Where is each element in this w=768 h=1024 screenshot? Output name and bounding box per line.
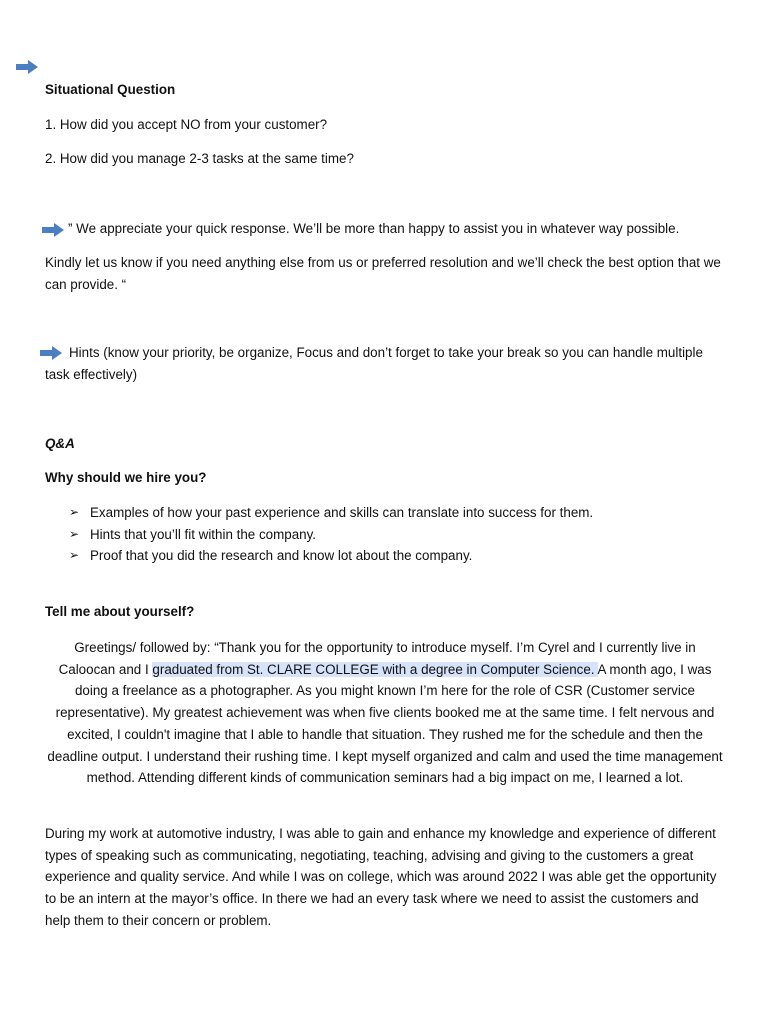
quote-line-1: ” We appreciate your quick response. We’ll be more than happy to assist you in whatever way possible.: [68, 221, 680, 236]
arrow-right-icon: [42, 223, 64, 237]
quote-line-2: Kindly let us know if you need anything else from us or preferred resolution and we’ll check the best option that we can provide. “: [45, 255, 721, 292]
bullet-arrow-icon: ➢: [69, 548, 80, 563]
list-item-text: Examples of how your past experience and skills can translate into success for them.: [90, 505, 594, 520]
list-item: [45, 524, 725, 546]
arrow-right-icon: [16, 60, 38, 74]
why-hire-heading: Why should we hire you?: [45, 470, 207, 485]
highlighted-selection: graduated from St. CLARE COLLEGE with a degree in Computer Science.: [152, 661, 598, 677]
hints-text: Hints (know your priority, be organize, Focus and don’t forget to take your break so you can handle multiple task effectively): [45, 345, 703, 382]
why-hire-list: [45, 502, 725, 567]
bullet-arrow-icon: ➢: [69, 526, 80, 541]
work-paragraph: During my work at automotive industry, I was able to gain and enhance my knowledge and experience of different types of speaking such as communicating, negotiating, teaching, advising and giving to the customers a great experience and quality service. And while I was on college, which was around 2022 I was able get the opportunity to be an intern at the mayor’s office. In there we had an every task where we need to assist the customers and help them to their concern or problem.: [45, 826, 717, 928]
qa-heading: Q&A: [45, 436, 75, 451]
list-item-text: Proof that you did the research and know lot about the company.: [90, 548, 473, 564]
list-item: [45, 502, 725, 524]
question-1: 1. How did you accept NO from your customer?: [45, 117, 328, 132]
question-2: 2. How did you manage 2-3 tasks at the same time?: [45, 151, 354, 166]
list-item: [45, 545, 725, 567]
bullet-arrow-icon: ➢: [69, 505, 80, 519]
situational-heading: Situational Question: [45, 82, 176, 97]
yourself-text-2: A month ago, I was doing a freelance as a photographer. As you might known I’m here for the role of CSR (Customer service representative). My greatest achievement was when five clients booked me at the same time. I felt nervous and excited, I couldn't imagine that I able to handle that situation. They rushed me for the schedule and then the deadline output. I understand their rushing time. I kept myself organized and calm and used the time management method. Attending different kinds of communication seminars had a big impact on me, I learned a lot.: [47, 661, 723, 786]
tell-me-heading: Tell me about yourself?: [45, 604, 195, 619]
yourself-text-1: Greetings/ followed by: “Thank you for the opportunity to introduce myself. I’m Cyrel and I currently live in Caloocan and I: [58, 640, 696, 677]
list-item-text: Hints that you’ll fit within the company.: [90, 526, 317, 542]
yourself-paragraph: [45, 637, 725, 789]
